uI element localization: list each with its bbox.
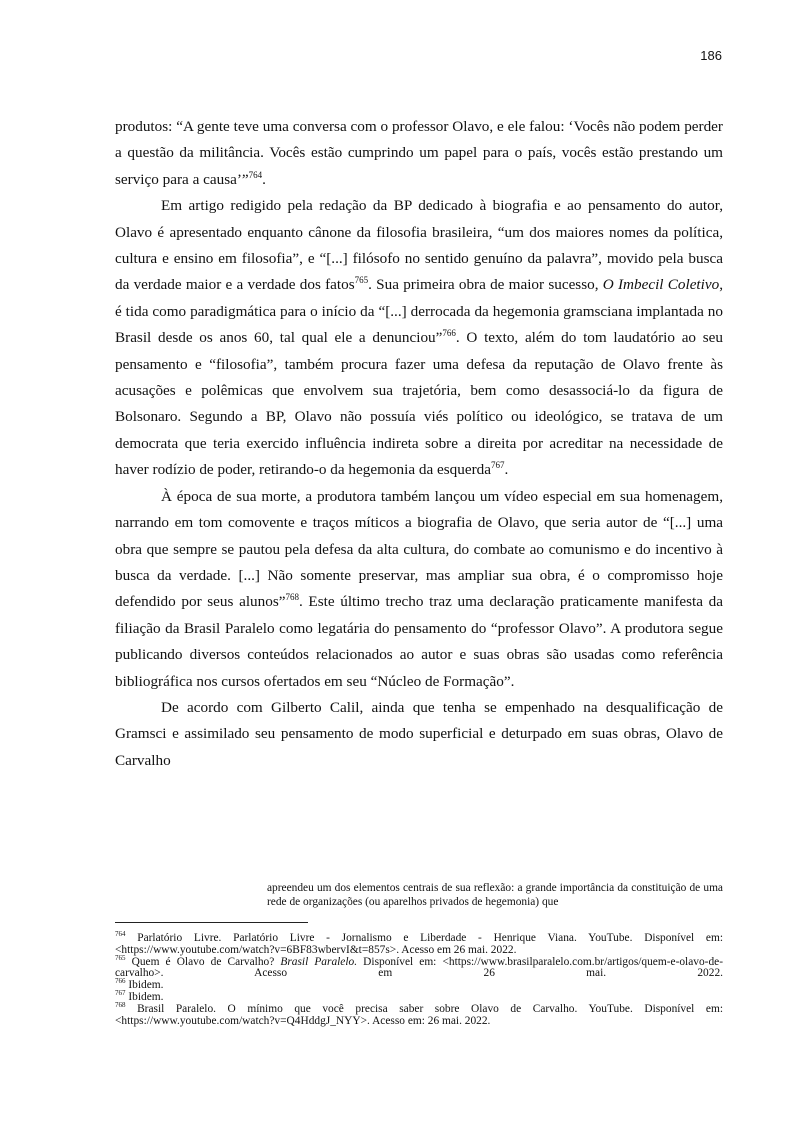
footnote-text: Quem é Olavo de Carvalho? (131, 955, 281, 968)
paragraph-2-text-b: . Sua primeira obra de maior sucesso, (368, 276, 603, 294)
footnote-text: Brasil Paralelo. O mínimo que você precisa saber sobre Olavo de Carvalho. YouTube. Disponível em: <https://www.youtube.com/watch?v=Q4HddgJ_NYY>. Acesso em: 26 mai. 2022. (115, 1002, 723, 1027)
paragraph-3-text-b: . Este último trecho traz uma declaração praticamente manifesta da filiação da Brasil Paralelo como legatária do pensamento do “professor Olavo”. A produtora segue publicando diversos conteúdos relacionados ao autor e suas obras são usadas como referência bibliográfica nos cursos ofertados em seu “Núcleo de Formação”. (115, 593, 723, 690)
footnote-766 (115, 977, 723, 992)
footnotes (115, 930, 724, 1027)
paragraph-1-text: produtos: “A gente teve uma conversa com o professor Olavo, e ele falou: ‘Vocês não podem perder a questão da militância. Vocês estão cumprindo um papel para o país, vocês estão prestando um serviço para a causa’” (115, 118, 723, 188)
footnote-text: Ibidem. (128, 979, 164, 992)
footnote-764 (115, 930, 723, 957)
footnote-text: Disponível em: <https://www.brasilparalelo.com.br/artigos/quem-e-olavo-de-carvalho>. Acesso em 26 mai. 2022. (115, 955, 724, 980)
footnote-ref-766[interactable]: 766 (442, 328, 456, 339)
footnote-ref-768[interactable]: 768 (285, 592, 299, 603)
paragraph-3 (115, 484, 723, 695)
footnote-ref-764[interactable]: 764 (248, 169, 263, 180)
paragraph-2 (115, 193, 723, 483)
footnote-ref-767[interactable]: 767 (490, 460, 505, 471)
footnote-source-title: Brasil Paralelo. (280, 955, 358, 968)
footnote-ref-765[interactable]: 765 (354, 275, 369, 286)
paragraph-4-text: De acordo com Gilberto Calil, ainda que tenha se empenhado na desqualificação de Gramsci e assimilado seu pensamento de modo superficial e deturpado em suas obras, Olavo de Carvalho (115, 698, 723, 769)
footnote-text: Parlatório Livre. Parlatório Livre - Jornalismo e Liberdade - Henrique Viana. YouTube. Disponível em: <https://www.youtube.com/watch?v=6BF83wbervI&t=857s>. Acesso em 26 mai. 2022. (115, 932, 723, 956)
footnote-separator (115, 922, 308, 923)
footnote-number: 767 (115, 989, 126, 998)
paragraph-2-text-d: . O texto, além do tom laudatório ao seu pensamento e “filosofia”, também procura fazer uma defesa da reputação de Olavo frente às acusações e polêmicas que envolvem sua trajetória, bem como desassociá-lo da figura de Bolsonaro. Segundo a BP, Olavo não possuía viés político ou ideológico, se tratava de um democrata que teria exercido influência indireta sobre a direita por acreditar na necessidade de haver rodízio de poder, retirando-o da hegemonia da esquerda (115, 329, 723, 479)
footnote-number: 766 (115, 977, 126, 986)
paragraph-1 (115, 114, 723, 193)
block-quote: apreendeu um dos elementos centrais de sua reflexão: a grande importância da constituição de uma rede de organizações (ou aparelhos privados de hegemonia) que (267, 882, 723, 908)
paragraph-1-end: . (262, 170, 266, 188)
paragraph-3-text-a: À época de sua morte, a produtora também lançou um vídeo especial em sua homenagem, narrando em tom comovente e traços míticos a biografia de Olavo, que seria autor de “[...] uma obra que sempre se pautou pela defesa da alta cultura, do combate ao comunismo e do incentivo à busca da verdade. [...] Não somente preservar, mas ampliar sua obra, é o compromisso hoje defendido por seus alunos” (115, 487, 723, 611)
book-title: O Imbecil Coletivo (602, 276, 720, 294)
paragraph-4 (115, 695, 723, 774)
paragraph-2-end: . (504, 461, 509, 479)
paragraph-2-text-a: Em artigo redigido pela redação da BP dedicado à biografia e ao pensamento do autor, Olavo é apresentado enquanto cânone da filosofia brasileira, “um dos maiores nomes da política, cultura e ensino em filosofia”, e “[...] filósofo no sentido genuíno da palavra”, movido pela busca da verdade maior e a verdade dos fatos (115, 197, 723, 294)
body-text (115, 114, 723, 774)
footnote-number: 768 (115, 1000, 126, 1009)
footnote-765 (115, 953, 724, 981)
paragraph-2-text-c: , é tida como paradigmática para o início da “[...] derrocada da hegemonia gramsciana implantada no Brasil desde os anos 60, tal qual ele a denunciou” (115, 276, 723, 347)
footnote-number: 764 (115, 930, 126, 939)
page-number: 186 (700, 48, 722, 63)
footnote-768 (115, 1000, 723, 1028)
footnote-text: Ibidem. (128, 990, 164, 1003)
footnote-number: 765 (115, 953, 126, 962)
